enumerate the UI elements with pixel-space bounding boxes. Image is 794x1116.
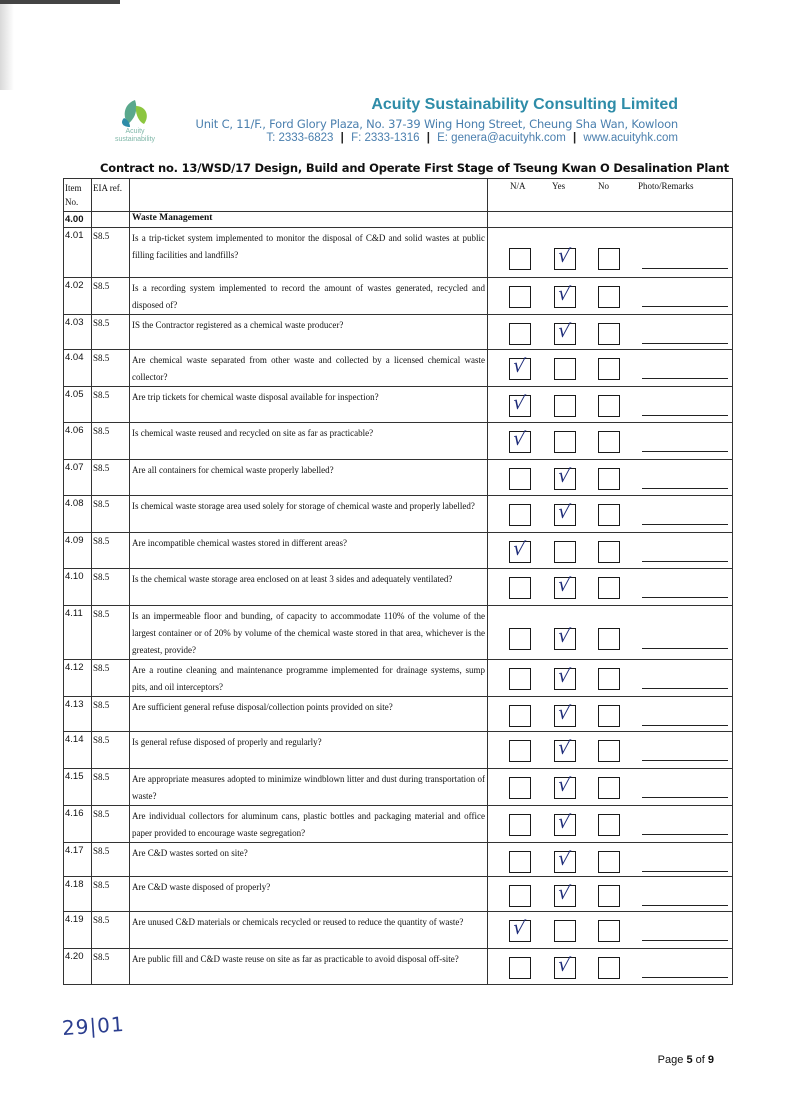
row-answer-boxes	[488, 569, 733, 606]
checkbox-no[interactable]	[598, 885, 620, 907]
remarks-line[interactable]	[642, 834, 728, 835]
header-answers	[488, 179, 733, 212]
row-eia-ref: S8.5	[92, 460, 130, 496]
row-item-number: 4.04	[64, 350, 92, 387]
checkbox-no[interactable]	[598, 577, 620, 599]
checkbox-no[interactable]	[598, 286, 620, 308]
row-eia-ref: S8.5	[92, 912, 130, 949]
table-row	[64, 912, 733, 949]
checkbox-yes[interactable]	[554, 920, 576, 942]
row-item-number: 4.13	[64, 697, 92, 732]
header-photo-remarks: Photo/Remarks	[638, 181, 694, 191]
checkmark-icon: √	[556, 701, 572, 725]
table-row	[64, 228, 733, 278]
checkbox-no[interactable]	[598, 358, 620, 380]
checkbox-yes[interactable]	[554, 624, 576, 650]
checkbox-na[interactable]	[509, 916, 531, 942]
checkmark-icon: √	[511, 427, 527, 451]
checkmark-icon: √	[511, 916, 527, 940]
page-prefix: Page	[657, 1054, 684, 1066]
row-item-number: 4.15	[64, 769, 92, 806]
row-eia-ref: S8.5	[92, 877, 130, 912]
remarks-line[interactable]	[642, 488, 728, 489]
company-address: Unit C, 11/F., Ford Glory Plaza, No. 37-39 Wing Hong Street, Cheung Sha Wan, Kowloon	[195, 117, 678, 131]
remarks-line[interactable]	[642, 871, 728, 872]
checkbox-yes[interactable]	[554, 395, 576, 417]
table-row	[64, 843, 733, 877]
row-question: Are chemical waste separated from other waste and collected by a licensed chemical waste collector?	[130, 350, 488, 387]
remarks-line[interactable]	[642, 378, 728, 379]
remarks-line[interactable]	[642, 306, 728, 307]
row-eia-ref: S8.5	[92, 806, 130, 843]
row-eia-ref: S8.5	[92, 769, 130, 806]
checkbox-na[interactable]	[509, 628, 531, 650]
checkbox-no[interactable]	[598, 957, 620, 979]
page-current: 5	[686, 1054, 693, 1066]
remarks-line[interactable]	[642, 268, 728, 269]
row-answer-boxes	[488, 843, 733, 877]
row-eia-ref: S8.5	[92, 697, 130, 732]
header-eia: EIA ref.	[92, 179, 130, 212]
header-no: No	[598, 181, 609, 191]
checkbox-yes[interactable]	[554, 953, 576, 979]
row-answer-boxes	[488, 660, 733, 697]
section-row	[64, 212, 733, 228]
row-question: Is a trip-ticket system implemented to monitor the disposal of C&D and solid wastes at public filling facilities and landfills?	[130, 228, 488, 278]
row-question: Are sufficient general refuse disposal/collection points provided on site?	[130, 697, 488, 732]
table-row	[64, 806, 733, 843]
checkbox-yes[interactable]	[554, 541, 576, 563]
checkmark-icon: √	[556, 500, 572, 524]
checkbox-yes[interactable]	[554, 358, 576, 380]
remarks-line[interactable]	[642, 797, 728, 798]
row-answer-boxes	[488, 912, 733, 949]
checkmark-icon: √	[511, 391, 527, 415]
checkbox-no[interactable]	[598, 248, 620, 270]
table-row	[64, 569, 733, 606]
row-question: Are appropriate measures adopted to minimize windblown litter and dust during transportation of waste?	[130, 769, 488, 806]
row-question: Is chemical waste reused and recycled on site as far as practicable?	[130, 423, 488, 460]
row-answer-boxes	[488, 697, 733, 732]
page-number	[658, 1054, 714, 1066]
table-row	[64, 460, 733, 496]
leaf-logo-icon	[106, 96, 164, 130]
table-row	[64, 606, 733, 660]
checkbox-yes[interactable]	[554, 464, 576, 490]
row-eia-ref: S8.5	[92, 606, 130, 660]
checkbox-na[interactable]	[509, 577, 531, 599]
row-question: Are C&D wastes sorted on site?	[130, 843, 488, 877]
row-question: Are C&D waste disposed of properly?	[130, 877, 488, 912]
row-answer-boxes	[488, 278, 733, 315]
table-row	[64, 423, 733, 460]
row-item-number: 4.17	[64, 843, 92, 877]
row-eia-ref: S8.5	[92, 423, 130, 460]
tel: T: 2333-6823	[266, 132, 334, 144]
row-eia-ref: S8.5	[92, 278, 130, 315]
row-question: Are trip tickets for chemical waste disposal available for inspection?	[130, 387, 488, 423]
checkbox-na[interactable]	[509, 504, 531, 526]
checkbox-no[interactable]	[598, 851, 620, 873]
company-logo	[106, 96, 164, 154]
checkbox-na[interactable]	[509, 248, 531, 270]
row-question: Are all containers for chemical waste properly labelled?	[130, 460, 488, 496]
row-answer-boxes	[488, 769, 733, 806]
checkmark-icon: √	[556, 736, 572, 760]
row-question: Is general refuse disposed of properly and regularly?	[130, 732, 488, 769]
table-row	[64, 350, 733, 387]
row-eia-ref: S8.5	[92, 350, 130, 387]
remarks-line[interactable]	[642, 524, 728, 525]
row-question: Are public fill and C&D waste reuse on site as far as practicable to avoid disposal off-site?	[130, 949, 488, 985]
row-answer-boxes	[488, 949, 733, 985]
checkbox-na[interactable]	[509, 537, 531, 563]
table-row	[64, 732, 733, 769]
section-number: 4.00	[64, 212, 92, 228]
header-question	[130, 179, 488, 212]
remarks-line[interactable]	[642, 415, 728, 416]
checkbox-no[interactable]	[598, 920, 620, 942]
contract-title: Contract no. 13/WSD/17 Design, Build and Operate First Stage of Tseung Kwan O Desalination Plant	[100, 161, 729, 175]
checkbox-yes[interactable]	[554, 664, 576, 690]
checkmark-icon: √	[556, 953, 572, 977]
header-yes: Yes	[552, 181, 566, 191]
checkbox-no[interactable]	[598, 541, 620, 563]
row-question: Is chemical waste storage area used solely for storage of chemical waste and properly labelled?	[130, 496, 488, 533]
row-item-number: 4.14	[64, 732, 92, 769]
header-item: Item No.	[64, 179, 92, 212]
checkmark-icon: √	[556, 319, 572, 343]
row-item-number: 4.10	[64, 569, 92, 606]
row-item-number: 4.16	[64, 806, 92, 843]
checkbox-na[interactable]	[509, 286, 531, 308]
checkmark-icon: √	[556, 773, 572, 797]
row-answer-boxes	[488, 228, 733, 278]
checkmark-icon: √	[556, 810, 572, 834]
row-item-number: 4.05	[64, 387, 92, 423]
table-row	[64, 877, 733, 912]
row-answer-boxes	[488, 350, 733, 387]
row-question: Is an impermeable floor and bunding, of capacity to accommodate 110% of the volume of the largest container or of 20% by volume of the chemical waste stored in that area, whichever is the greatest, provide?	[130, 606, 488, 660]
separator: |	[340, 132, 344, 144]
row-answer-boxes	[488, 606, 733, 660]
checkbox-no[interactable]	[598, 628, 620, 650]
separator: |	[572, 132, 577, 144]
checkbox-yes[interactable]	[554, 881, 576, 907]
checkbox-na[interactable]	[509, 391, 531, 417]
row-item-number: 4.20	[64, 949, 92, 985]
table-row	[64, 660, 733, 697]
checkbox-no[interactable]	[598, 395, 620, 417]
row-item-number: 4.01	[64, 228, 92, 278]
page-of: of	[695, 1054, 705, 1066]
row-answer-boxes	[488, 533, 733, 569]
checkbox-yes[interactable]	[554, 319, 576, 345]
email: E: genera@acuityhk.com	[437, 132, 566, 144]
checkbox-yes[interactable]	[554, 500, 576, 526]
company-name: Acuity Sustainability Consulting Limited	[371, 96, 678, 113]
checkbox-yes[interactable]	[554, 573, 576, 599]
row-eia-ref: S8.5	[92, 660, 130, 697]
checkbox-yes[interactable]	[554, 701, 576, 727]
checkmark-icon: √	[511, 537, 527, 561]
checkbox-yes[interactable]	[554, 282, 576, 308]
table-row	[64, 697, 733, 732]
row-item-number: 4.08	[64, 496, 92, 533]
remarks-line[interactable]	[642, 343, 728, 344]
checkbox-na[interactable]	[509, 814, 531, 836]
scan-edge-top	[0, 0, 120, 4]
row-item-number: 4.09	[64, 533, 92, 569]
section-eia-empty	[92, 212, 130, 228]
checkbox-yes[interactable]	[554, 847, 576, 873]
row-item-number: 4.11	[64, 606, 92, 660]
remarks-line[interactable]	[642, 561, 728, 562]
checkbox-na[interactable]	[509, 323, 531, 345]
remarks-line[interactable]	[642, 451, 728, 452]
row-answer-boxes	[488, 877, 733, 912]
row-answer-boxes	[488, 387, 733, 423]
remarks-line[interactable]	[642, 725, 728, 726]
checkbox-na[interactable]	[509, 427, 531, 453]
checkbox-no[interactable]	[598, 468, 620, 490]
checkbox-na[interactable]	[509, 354, 531, 380]
remarks-line[interactable]	[642, 940, 728, 941]
row-question: Are incompatible chemical wastes stored in different areas?	[130, 533, 488, 569]
row-answer-boxes	[488, 496, 733, 533]
row-item-number: 4.12	[64, 660, 92, 697]
row-answer-boxes	[488, 423, 733, 460]
checkbox-no[interactable]	[598, 814, 620, 836]
row-eia-ref: S8.5	[92, 732, 130, 769]
checkbox-yes[interactable]	[554, 244, 576, 270]
header-na: N/A	[510, 181, 526, 191]
website: www.acuityhk.com	[583, 132, 678, 144]
table-row	[64, 387, 733, 423]
remarks-line[interactable]	[642, 905, 728, 906]
row-eia-ref: S8.5	[92, 949, 130, 985]
checkmark-icon: √	[556, 624, 572, 648]
checkmark-icon: √	[556, 464, 572, 488]
row-answer-boxes	[488, 315, 733, 350]
row-eia-ref: S8.5	[92, 387, 130, 423]
checkbox-no[interactable]	[598, 705, 620, 727]
remarks-line[interactable]	[642, 977, 728, 978]
checkmark-icon: √	[556, 847, 572, 871]
remarks-line[interactable]	[642, 648, 728, 649]
checkbox-yes[interactable]	[554, 773, 576, 799]
row-item-number: 4.03	[64, 315, 92, 350]
checkbox-na[interactable]	[509, 777, 531, 799]
table-row	[64, 496, 733, 533]
table-row	[64, 315, 733, 350]
row-item-number: 4.18	[64, 877, 92, 912]
row-eia-ref: S8.5	[92, 569, 130, 606]
row-question: Is a recording system implemented to record the amount of wastes generated, recycled and disposed of?	[130, 278, 488, 315]
checkbox-no[interactable]	[598, 323, 620, 345]
separator: |	[426, 132, 430, 144]
row-question: Are a routine cleaning and maintenance programme implemented for drainage systems, sump pits, and oil interceptors?	[130, 660, 488, 697]
checkbox-na[interactable]	[509, 885, 531, 907]
row-eia-ref: S8.5	[92, 315, 130, 350]
checkbox-yes[interactable]	[554, 431, 576, 453]
row-question: IS the Contractor registered as a chemical waste producer?	[130, 315, 488, 350]
checkbox-no[interactable]	[598, 504, 620, 526]
section-answers-empty	[488, 212, 733, 228]
row-eia-ref: S8.5	[92, 843, 130, 877]
company-contacts	[266, 132, 678, 144]
table-row	[64, 769, 733, 806]
checkbox-no[interactable]	[598, 777, 620, 799]
checkmark-icon: √	[556, 282, 572, 306]
row-eia-ref: S8.5	[92, 533, 130, 569]
checkbox-yes[interactable]	[554, 736, 576, 762]
checkmark-icon: √	[556, 244, 572, 268]
checkbox-na[interactable]	[509, 705, 531, 727]
scan-edge	[0, 0, 14, 90]
table-row	[64, 278, 733, 315]
remarks-line[interactable]	[642, 760, 728, 761]
checkmark-icon: √	[556, 573, 572, 597]
checkbox-na[interactable]	[509, 468, 531, 490]
checkbox-na[interactable]	[509, 851, 531, 873]
row-item-number: 4.02	[64, 278, 92, 315]
remarks-line[interactable]	[642, 597, 728, 598]
logo-caption-line2: sustainability	[114, 136, 156, 143]
row-question: Are unused C&D materials or chemicals recycled or reused to reduce the quantity of waste?	[130, 912, 488, 949]
table-row	[64, 533, 733, 569]
table-row	[64, 949, 733, 985]
checkbox-na[interactable]	[509, 957, 531, 979]
checkbox-no[interactable]	[598, 431, 620, 453]
checkbox-na[interactable]	[509, 668, 531, 690]
row-item-number: 4.06	[64, 423, 92, 460]
row-answer-boxes	[488, 806, 733, 843]
row-item-number: 4.19	[64, 912, 92, 949]
checkbox-na[interactable]	[509, 740, 531, 762]
checkmark-icon: √	[556, 881, 572, 905]
table-header-row	[64, 179, 733, 212]
checkmark-icon: √	[511, 354, 527, 378]
row-answer-boxes	[488, 460, 733, 496]
logo-caption	[106, 128, 164, 144]
handwritten-date: 29|01	[61, 1011, 126, 1041]
row-question: Is the chemical waste storage area enclosed on at least 3 sides and adequately ventilated?	[130, 569, 488, 606]
checklist-table	[63, 178, 733, 985]
fax: F: 2333-1316	[351, 132, 420, 144]
checkbox-yes[interactable]	[554, 810, 576, 836]
row-answer-boxes	[488, 732, 733, 769]
remarks-line[interactable]	[642, 688, 728, 689]
page-total: 9	[707, 1054, 714, 1066]
row-question: Are individual collectors for aluminum cans, plastic bottles and packaging material and office paper provided to encourage waste segregation?	[130, 806, 488, 843]
checkbox-no[interactable]	[598, 668, 620, 690]
checkbox-no[interactable]	[598, 740, 620, 762]
row-item-number: 4.07	[64, 460, 92, 496]
checkmark-icon: √	[556, 664, 572, 688]
row-eia-ref: S8.5	[92, 496, 130, 533]
section-title: Waste Management	[130, 212, 488, 228]
row-eia-ref: S8.5	[92, 228, 130, 278]
logo-caption-line1: Acuity	[125, 128, 145, 135]
